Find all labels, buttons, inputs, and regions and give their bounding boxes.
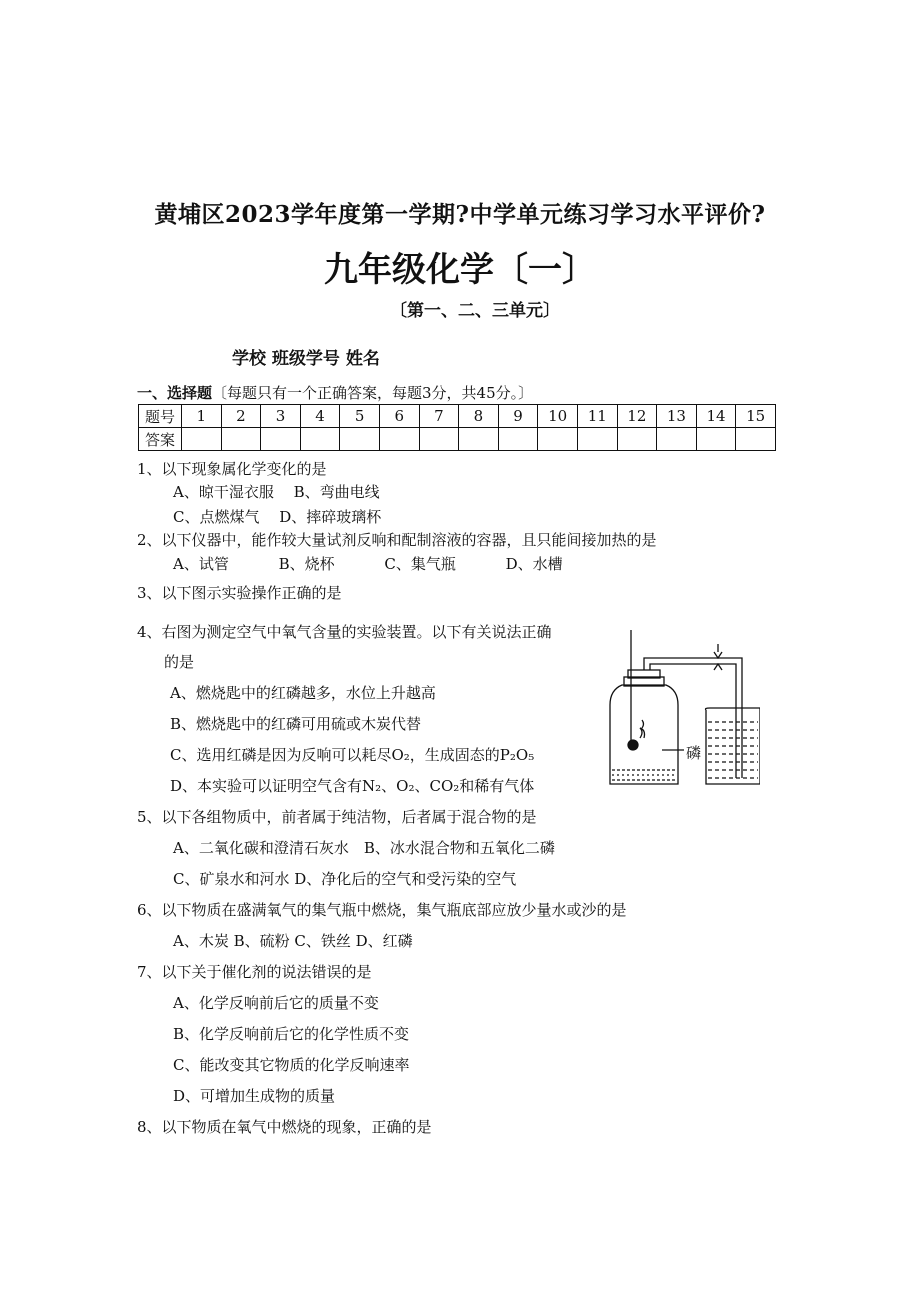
table-number: 7 bbox=[419, 405, 459, 428]
table-number: 11 bbox=[577, 405, 617, 428]
question-4-option-a: A、燃烧匙中的红磷越多，水位上升越高 bbox=[170, 684, 436, 702]
question-2-stem: 2、以下仪器中，能作较大量试剂反响和配制溶液的容器，且只能间接加热的是 bbox=[137, 531, 657, 549]
question-2-options: A、试管 B、烧杯 C、集气瓶 D、水槽 bbox=[173, 555, 563, 573]
table-label-number: 题号 bbox=[139, 405, 182, 428]
question-4-stem: 4、右图为测定空气中氧气含量的实验装置。以下有关说法正确 bbox=[137, 623, 552, 641]
answer-cell[interactable] bbox=[182, 428, 222, 451]
question-1-options-ab: A、晾干湿衣服 B、弯曲电线 bbox=[173, 483, 380, 501]
table-number: 6 bbox=[379, 405, 419, 428]
answer-cell[interactable] bbox=[736, 428, 776, 451]
section-title: 一、选择题 bbox=[137, 384, 213, 402]
table-number: 2 bbox=[221, 405, 261, 428]
question-7-option-d: D、可增加生成物的质量 bbox=[173, 1087, 336, 1105]
question-4-option-b: B、燃烧匙中的红磷可用硫或木炭代替 bbox=[170, 715, 422, 733]
question-7-stem: 7、以下关于催化剂的说法错误的是 bbox=[137, 963, 372, 981]
answer-cell[interactable] bbox=[498, 428, 538, 451]
answer-cell[interactable] bbox=[577, 428, 617, 451]
exam-subtitle: 九年级化学〔一〕 bbox=[324, 250, 596, 290]
question-3-stem: 3、以下图示实验操作正确的是 bbox=[137, 584, 342, 602]
section-note: 〔每题只有一个正确答案，每题3分，共45分。〕 bbox=[212, 384, 534, 402]
flame-icon bbox=[640, 728, 645, 738]
figure-label: 磷 bbox=[686, 744, 702, 762]
question-1-options-cd: C、点燃煤气 D、摔碎玻璃杯 bbox=[173, 508, 382, 526]
question-6-stem: 6、以下物质在盛满氧气的集气瓶中燃烧，集气瓶底部应放少量水或沙的是 bbox=[137, 901, 627, 919]
answer-cell[interactable] bbox=[300, 428, 340, 451]
section-heading bbox=[137, 382, 533, 403]
answer-cell[interactable] bbox=[459, 428, 499, 451]
apparatus-figure bbox=[600, 630, 760, 790]
answer-cell[interactable] bbox=[419, 428, 459, 451]
answer-cell[interactable] bbox=[538, 428, 578, 451]
exam-units: 〔第一、二、三单元〕 bbox=[390, 301, 560, 321]
table-number: 4 bbox=[300, 405, 340, 428]
answer-table-number-row bbox=[139, 405, 776, 428]
question-1-stem: 1、以下现象属化学变化的是 bbox=[137, 460, 327, 478]
answer-table-answer-row bbox=[139, 428, 776, 451]
table-number: 12 bbox=[617, 405, 657, 428]
question-5-options-cd: C、矿泉水和河水 D、净化后的空气和受污染的空气 bbox=[173, 870, 517, 888]
answer-cell[interactable] bbox=[340, 428, 380, 451]
question-7-option-a: A、化学反响前后它的质量不变 bbox=[173, 994, 379, 1012]
answer-cell[interactable] bbox=[261, 428, 301, 451]
table-number: 13 bbox=[657, 405, 697, 428]
question-4-option-c: C、选用红磷是因为反响可以耗尽O₂，生成固态的P₂O₅ bbox=[170, 746, 535, 764]
table-label-answer: 答案 bbox=[139, 428, 182, 451]
table-number: 1 bbox=[182, 405, 222, 428]
table-number: 14 bbox=[696, 405, 736, 428]
table-number: 9 bbox=[498, 405, 538, 428]
question-6-options: A、木炭 B、硫粉 C、铁丝 D、红磷 bbox=[173, 932, 413, 950]
combustion-spoon bbox=[628, 740, 638, 750]
answer-cell[interactable] bbox=[221, 428, 261, 451]
question-7-option-c: C、能改变其它物质的化学反响速率 bbox=[173, 1056, 410, 1074]
question-4-stem-cont: 的是 bbox=[164, 653, 195, 671]
answer-table bbox=[138, 404, 776, 451]
table-number: 5 bbox=[340, 405, 380, 428]
table-number: 8 bbox=[459, 405, 499, 428]
tube-clamp bbox=[714, 652, 722, 670]
question-5-options-ab: A、二氧化碳和澄清石灰水 B、冰水混合物和五氧化二磷 bbox=[173, 839, 555, 857]
question-4-option-d: D、本实验可以证明空气含有N₂、O₂、CO₂和稀有气体 bbox=[170, 777, 535, 795]
table-number: 15 bbox=[736, 405, 776, 428]
answer-cell[interactable] bbox=[379, 428, 419, 451]
question-5-stem: 5、以下各组物质中，前者属于纯洁物，后者属于混合物的是 bbox=[137, 808, 537, 826]
table-number: 3 bbox=[261, 405, 301, 428]
answer-cell[interactable] bbox=[657, 428, 697, 451]
answer-cell[interactable] bbox=[696, 428, 736, 451]
student-info: 学校 班级学号 姓名 bbox=[232, 349, 380, 369]
question-7-option-b: B、化学反响前后它的化学性质不变 bbox=[173, 1025, 410, 1043]
answer-cell[interactable] bbox=[617, 428, 657, 451]
table-number: 10 bbox=[538, 405, 578, 428]
question-8-stem: 8、以下物质在氧气中燃烧的现象，正确的是 bbox=[137, 1118, 432, 1136]
exam-title: 黄埔区2023学年度第一学期?中学单元练习学习水平评价? bbox=[154, 201, 766, 228]
